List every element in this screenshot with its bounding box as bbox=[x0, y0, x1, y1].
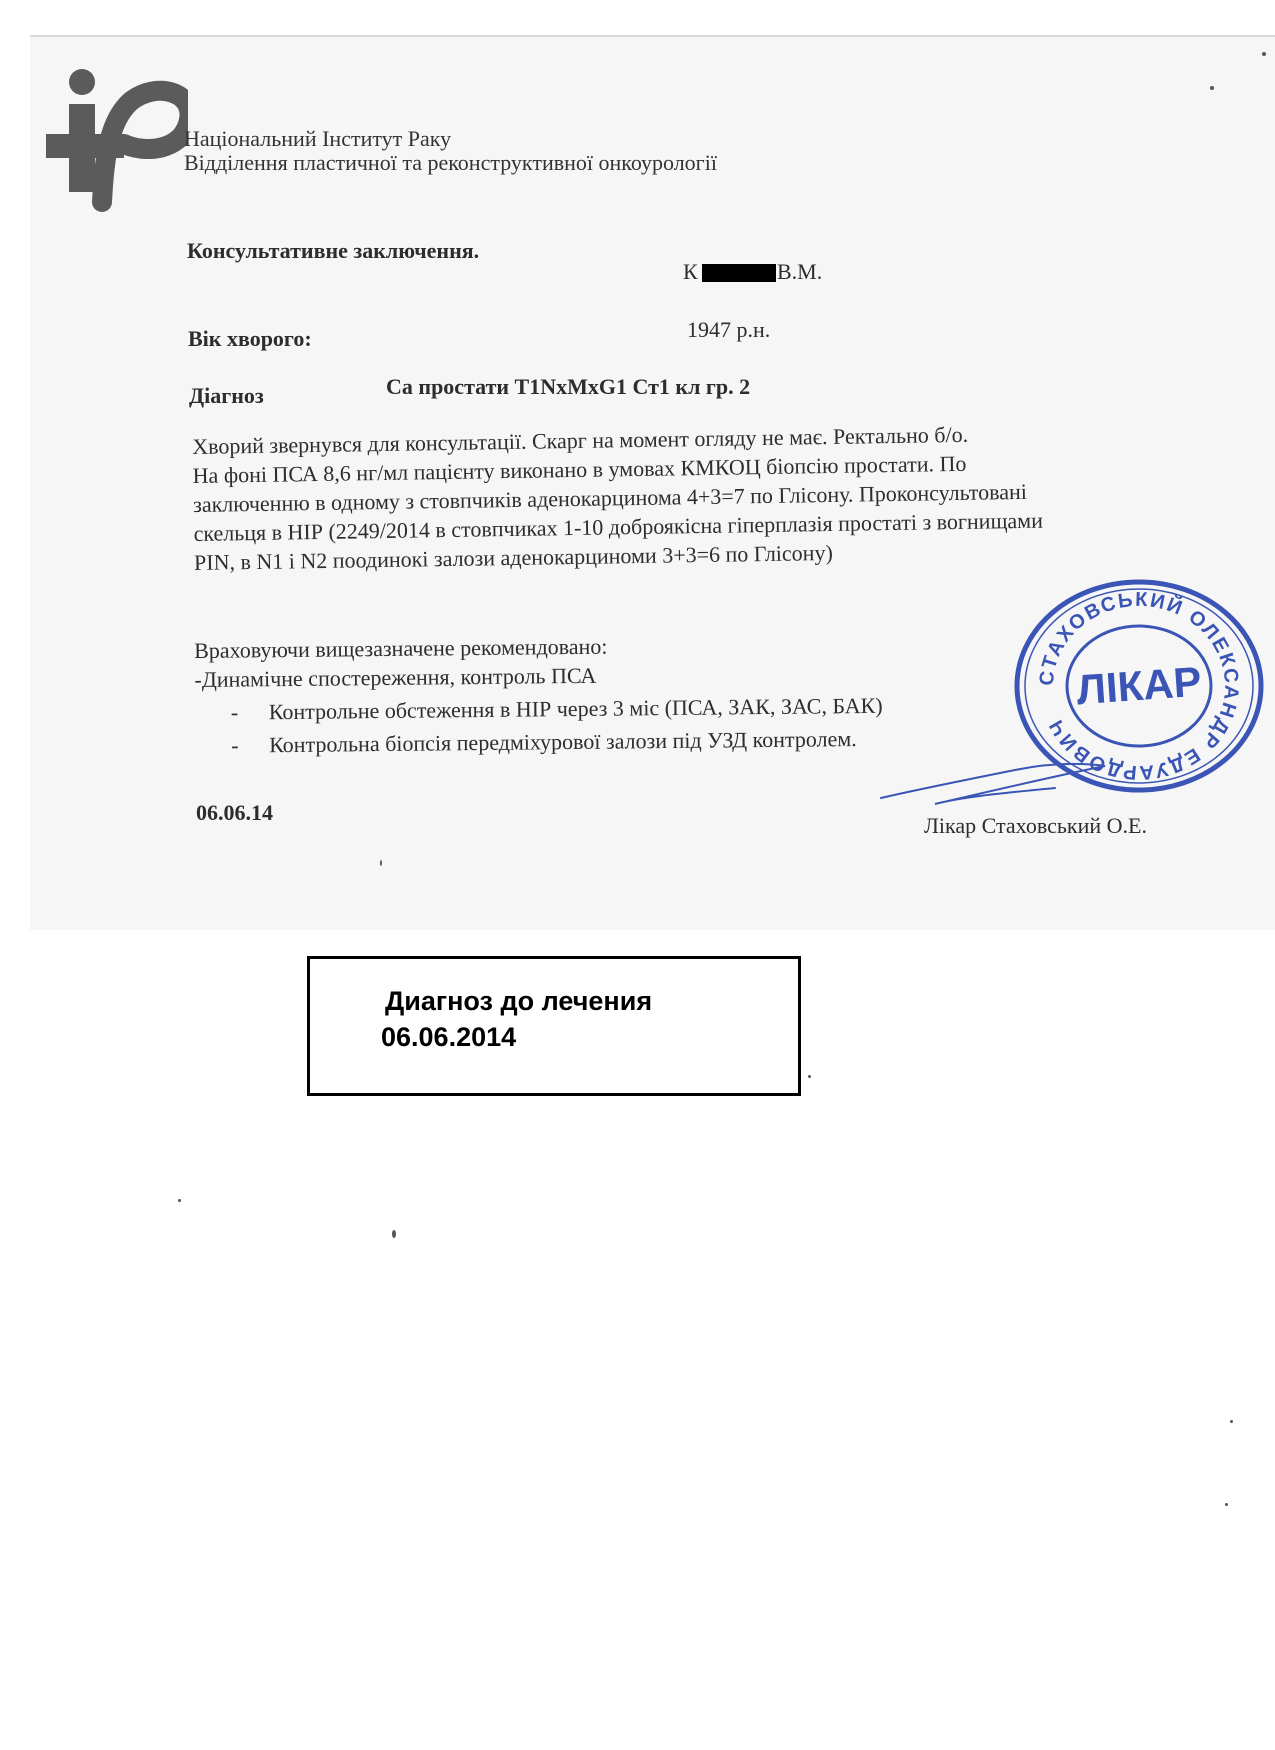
diagnosis-label: Діагноз bbox=[189, 383, 264, 408]
findings-line: заключенню в одному з стовпчиків аденокарцинома 4+3=7 по Глісону. Проконсультовані bbox=[192, 478, 1028, 517]
scan-speck bbox=[178, 1199, 181, 1202]
scan-speck bbox=[1225, 1503, 1228, 1506]
recommendations-primary: -Динамічне спостереження, контроль ПСА bbox=[194, 662, 597, 692]
recommendation-text: Контрольне обстеження в НІР через 3 міс (ПСА, ЗАК, ЗАС, БАК) bbox=[268, 692, 883, 725]
patient-initials: В.М. bbox=[777, 259, 823, 284]
scan-speck bbox=[1262, 52, 1266, 56]
redacted-surname bbox=[702, 264, 776, 282]
document-title: Консультативне заключення. bbox=[187, 238, 480, 263]
age-value: 1947 р.н. bbox=[687, 317, 771, 342]
annotation-box bbox=[307, 956, 801, 1096]
recommendation-item bbox=[195, 691, 883, 727]
bullet-dash: - bbox=[231, 732, 239, 758]
findings-line: Хворий звернувся для консультації. Скарг на момент огляду не має. Ректально б/о. bbox=[192, 421, 969, 459]
scan-edge bbox=[30, 35, 1275, 37]
annotation-title: Диагноз до лечения bbox=[385, 986, 653, 1016]
institution-name: Національний Інститут Раку bbox=[184, 126, 452, 151]
doctor-stamp bbox=[1010, 576, 1268, 796]
stamp-center-text: ЛІКАР bbox=[1074, 657, 1204, 714]
patient-initial: К bbox=[683, 259, 698, 284]
findings-line: скельця в НІР (2249/2014 в стовпчиках 1-10 доброякісна гіперплазія простаті з вогнищами bbox=[193, 507, 1044, 546]
findings-paragraph bbox=[192, 416, 1184, 577]
department-name: Відділення пластичної та реконструктивної онкоурології bbox=[184, 150, 717, 175]
scan-speck bbox=[380, 860, 382, 866]
stamp-ring-text: СТАХОВСЬКИЙ ОЛЕКСАНДР ЕДУАРДОВИЧ bbox=[1035, 588, 1243, 784]
recommendation-text: Контрольна біопсія передміхурової залози під УЗД контролем. bbox=[269, 726, 857, 758]
doctor-signature: Лікар Стаховський О.Е. bbox=[924, 813, 1147, 838]
findings-line: На фоні ПСА 8,6 нг/мл пацієнту виконано в умовах КМКОЦ біопсію простати. По bbox=[192, 450, 967, 488]
findings-line: PIN, в N1 і N2 поодинокі залози аденокарциноми 3+3=6 по Глісону) bbox=[193, 539, 833, 575]
recommendations-intro: Враховуючи вищезазначене рекомендовано: bbox=[194, 633, 608, 663]
recommendations bbox=[194, 629, 883, 760]
scan-speck bbox=[1230, 1420, 1233, 1423]
bullet-dash: - bbox=[230, 699, 239, 725]
document-date: 06.06.14 bbox=[196, 800, 273, 825]
diagnosis-value: Са простати T1NxMxG1 Ст1 кл гр. 2 bbox=[386, 374, 751, 399]
age-label: Вік хворого: bbox=[188, 326, 312, 351]
scan-speck bbox=[1210, 86, 1214, 90]
scan-speck bbox=[808, 1075, 811, 1078]
institute-logo-icon bbox=[38, 62, 188, 212]
scan-speck bbox=[392, 1230, 396, 1238]
annotation-date: 06.06.2014 bbox=[381, 1022, 517, 1052]
